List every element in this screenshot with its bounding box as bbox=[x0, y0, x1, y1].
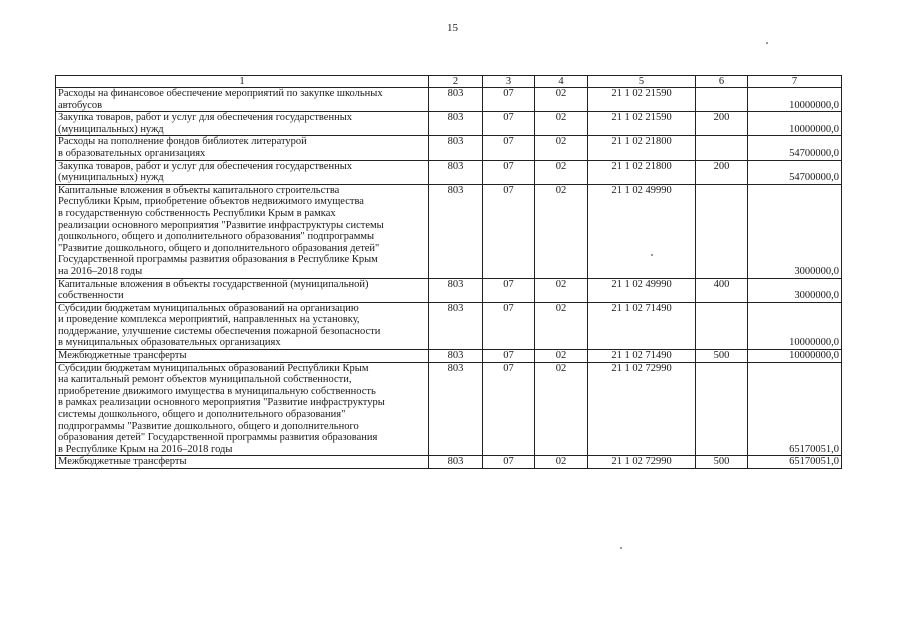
target-article-cell: 21 1 02 71490 bbox=[588, 350, 696, 363]
amount-cell: 10000000,0 bbox=[748, 112, 842, 136]
table-row bbox=[56, 278, 842, 302]
ministry-code-cell: 803 bbox=[429, 362, 483, 456]
ministry-code-cell: 803 bbox=[429, 302, 483, 349]
row-name-line: реализации основного мероприятия "Развитие инфраструктуры системы bbox=[58, 219, 384, 231]
header-cell-7: 7 bbox=[748, 76, 842, 88]
table-header-row bbox=[56, 76, 842, 88]
amount-cell: 54700000,0 bbox=[748, 136, 842, 160]
row-name-line: дошкольного, общего и дополнительного образования" подпрограммы bbox=[58, 231, 375, 243]
target-article-cell: 21 1 02 49990 bbox=[588, 278, 696, 302]
row-name-line: в муниципальных образовательных организациях bbox=[58, 337, 281, 349]
table-row bbox=[56, 184, 842, 278]
expense-type-cell: 400 bbox=[696, 278, 748, 302]
row-name-line: (муниципальных) нужд bbox=[58, 172, 164, 184]
row-name-cell bbox=[56, 136, 429, 160]
row-name-line: на 2016–2018 годы bbox=[58, 265, 143, 277]
row-name-line: собственности bbox=[58, 290, 124, 302]
row-name-line: Расходы на пополнение фондов библиотек литературой bbox=[58, 136, 307, 148]
table-row bbox=[56, 136, 842, 160]
subsection-code-cell: 02 bbox=[535, 112, 588, 136]
subsection-code-cell: 02 bbox=[535, 88, 588, 112]
amount-cell: 54700000,0 bbox=[748, 160, 842, 184]
section-code-cell: 07 bbox=[483, 136, 535, 160]
section-code-cell: 07 bbox=[483, 302, 535, 349]
amount-cell: 3000000,0 bbox=[748, 278, 842, 302]
row-name-line: Закупка товаров, работ и услуг для обеспечения государственных bbox=[58, 112, 353, 124]
amount-cell: 10000000,0 bbox=[748, 350, 842, 363]
expense-type-cell bbox=[696, 302, 748, 349]
subsection-code-cell: 02 bbox=[535, 278, 588, 302]
table-row bbox=[56, 302, 842, 349]
header-cell-1: 1 bbox=[56, 76, 429, 88]
section-code-cell: 07 bbox=[483, 362, 535, 456]
section-code-cell: 07 bbox=[483, 88, 535, 112]
table-row bbox=[56, 362, 842, 456]
section-code-cell: 07 bbox=[483, 112, 535, 136]
subsection-code-cell: 02 bbox=[535, 362, 588, 456]
row-name-line: (муниципальных) нужд bbox=[58, 123, 164, 135]
expense-type-cell: 500 bbox=[696, 350, 748, 363]
row-name-cell bbox=[56, 362, 429, 456]
target-article-cell: 21 1 02 72990 bbox=[588, 362, 696, 456]
ministry-code-cell: 803 bbox=[429, 112, 483, 136]
subsection-code-cell: 02 bbox=[535, 160, 588, 184]
ministry-code-cell: 803 bbox=[429, 278, 483, 302]
section-code-cell: 07 bbox=[483, 278, 535, 302]
row-name-cell bbox=[56, 456, 429, 469]
row-name-line: Расходы на финансовое обеспечение мероприятий по закупке школьных bbox=[58, 88, 383, 99]
row-name-line: и проведение комплекса мероприятий, направленных на установку, bbox=[58, 314, 360, 326]
row-name-line: Субсидии бюджетам муниципальных образований Республики Крым bbox=[58, 362, 369, 374]
row-name-line: Закупка товаров, работ и услуг для обеспечения государственных bbox=[58, 160, 353, 172]
header-cell-6: 6 bbox=[696, 76, 748, 88]
ministry-code-cell: 803 bbox=[429, 350, 483, 363]
row-name-line: Капитальные вложения в объекты капитального строительства bbox=[58, 184, 340, 196]
table-body bbox=[56, 76, 842, 469]
subsection-code-cell: 02 bbox=[535, 184, 588, 278]
row-name-line: Республики Крым, приобретение объектов недвижимого имущества bbox=[58, 196, 364, 208]
expense-type-cell: 500 bbox=[696, 456, 748, 469]
row-name-line: Межбюджетные трансферты bbox=[58, 456, 187, 468]
row-name-line: в образовательных организациях bbox=[58, 147, 206, 159]
row-name-line: Субсидии бюджетам муниципальных образований на организацию bbox=[58, 302, 359, 314]
subsection-code-cell: 02 bbox=[535, 136, 588, 160]
row-name-line: системы дошкольного, общего и дополнительного образования" bbox=[58, 409, 346, 421]
ministry-code-cell: 803 bbox=[429, 184, 483, 278]
header-cell-3: 3 bbox=[483, 76, 535, 88]
row-name-line: Межбюджетные трансферты bbox=[58, 350, 187, 362]
scan-speck bbox=[620, 547, 622, 549]
page-number: 15 bbox=[447, 22, 458, 34]
row-name-cell bbox=[56, 88, 429, 112]
amount-cell: 65170051,0 bbox=[748, 362, 842, 456]
expense-type-cell bbox=[696, 362, 748, 456]
ministry-code-cell: 803 bbox=[429, 88, 483, 112]
ministry-code-cell: 803 bbox=[429, 456, 483, 469]
row-name-cell bbox=[56, 302, 429, 349]
amount-cell: 3000000,0 bbox=[748, 184, 842, 278]
row-name-line: в рамках реализации основного мероприятия "Развитие инфраструктуры bbox=[58, 397, 385, 409]
row-name-line: в государственную собственность Республики Крым в рамках bbox=[58, 207, 336, 219]
section-code-cell: 07 bbox=[483, 456, 535, 469]
table-row bbox=[56, 456, 842, 469]
header-cell-4: 4 bbox=[535, 76, 588, 88]
row-name-cell bbox=[56, 184, 429, 278]
row-name-cell bbox=[56, 112, 429, 136]
row-name-line: приобретение движимого имущества в муниципальную собственность bbox=[58, 385, 376, 397]
target-article-cell: 21 1 02 21800 bbox=[588, 136, 696, 160]
row-name-cell bbox=[56, 350, 429, 363]
amount-cell: 65170051,0 bbox=[748, 456, 842, 469]
scan-speck bbox=[651, 254, 653, 256]
target-article-cell: 21 1 02 21590 bbox=[588, 112, 696, 136]
target-article-cell: 21 1 02 72990 bbox=[588, 456, 696, 469]
ministry-code-cell: 803 bbox=[429, 160, 483, 184]
amount-cell: 10000000,0 bbox=[748, 302, 842, 349]
expense-type-cell: 200 bbox=[696, 112, 748, 136]
scan-speck bbox=[766, 42, 768, 44]
row-name-cell bbox=[56, 278, 429, 302]
ministry-code-cell: 803 bbox=[429, 136, 483, 160]
row-name-line: автобусов bbox=[58, 99, 103, 111]
target-article-cell: 21 1 02 71490 bbox=[588, 302, 696, 349]
section-code-cell: 07 bbox=[483, 184, 535, 278]
row-name-line: на капитальный ремонт объектов муниципальной собственности, bbox=[58, 374, 352, 386]
section-code-cell: 07 bbox=[483, 350, 535, 363]
expense-type-cell bbox=[696, 136, 748, 160]
target-article-cell: 21 1 02 49990 bbox=[588, 184, 696, 278]
subsection-code-cell: 02 bbox=[535, 302, 588, 349]
row-name-line: подпрограммы "Развитие дошкольного, общего и дополнительного bbox=[58, 420, 359, 432]
row-name-line: Государственной программы развития образования в Республике Крым bbox=[58, 254, 378, 266]
table-row bbox=[56, 88, 842, 112]
row-name-line: Капитальные вложения в объекты государственной (муниципальной) bbox=[58, 278, 369, 290]
target-article-cell: 21 1 02 21800 bbox=[588, 160, 696, 184]
row-name-line: образования детей" Государственной программы развития образования bbox=[58, 432, 378, 444]
header-cell-5: 5 bbox=[588, 76, 696, 88]
expense-type-cell bbox=[696, 88, 748, 112]
subsection-code-cell: 02 bbox=[535, 456, 588, 469]
table-row bbox=[56, 112, 842, 136]
target-article-cell: 21 1 02 21590 bbox=[588, 88, 696, 112]
amount-cell: 10000000,0 bbox=[748, 88, 842, 112]
expense-type-cell: 200 bbox=[696, 160, 748, 184]
budget-table bbox=[55, 75, 842, 469]
expense-type-cell bbox=[696, 184, 748, 278]
table-row bbox=[56, 160, 842, 184]
section-code-cell: 07 bbox=[483, 160, 535, 184]
table-row bbox=[56, 350, 842, 363]
row-name-cell bbox=[56, 160, 429, 184]
row-name-line: "Развитие дошкольного, общего и дополнительного образования детей" bbox=[58, 242, 380, 254]
row-name-line: поддержание, улучшение системы обеспечения пожарной безопасности bbox=[58, 325, 381, 337]
header-cell-2: 2 bbox=[429, 76, 483, 88]
row-name-line: в Республике Крым на 2016–2018 годы bbox=[58, 443, 233, 455]
subsection-code-cell: 02 bbox=[535, 350, 588, 363]
